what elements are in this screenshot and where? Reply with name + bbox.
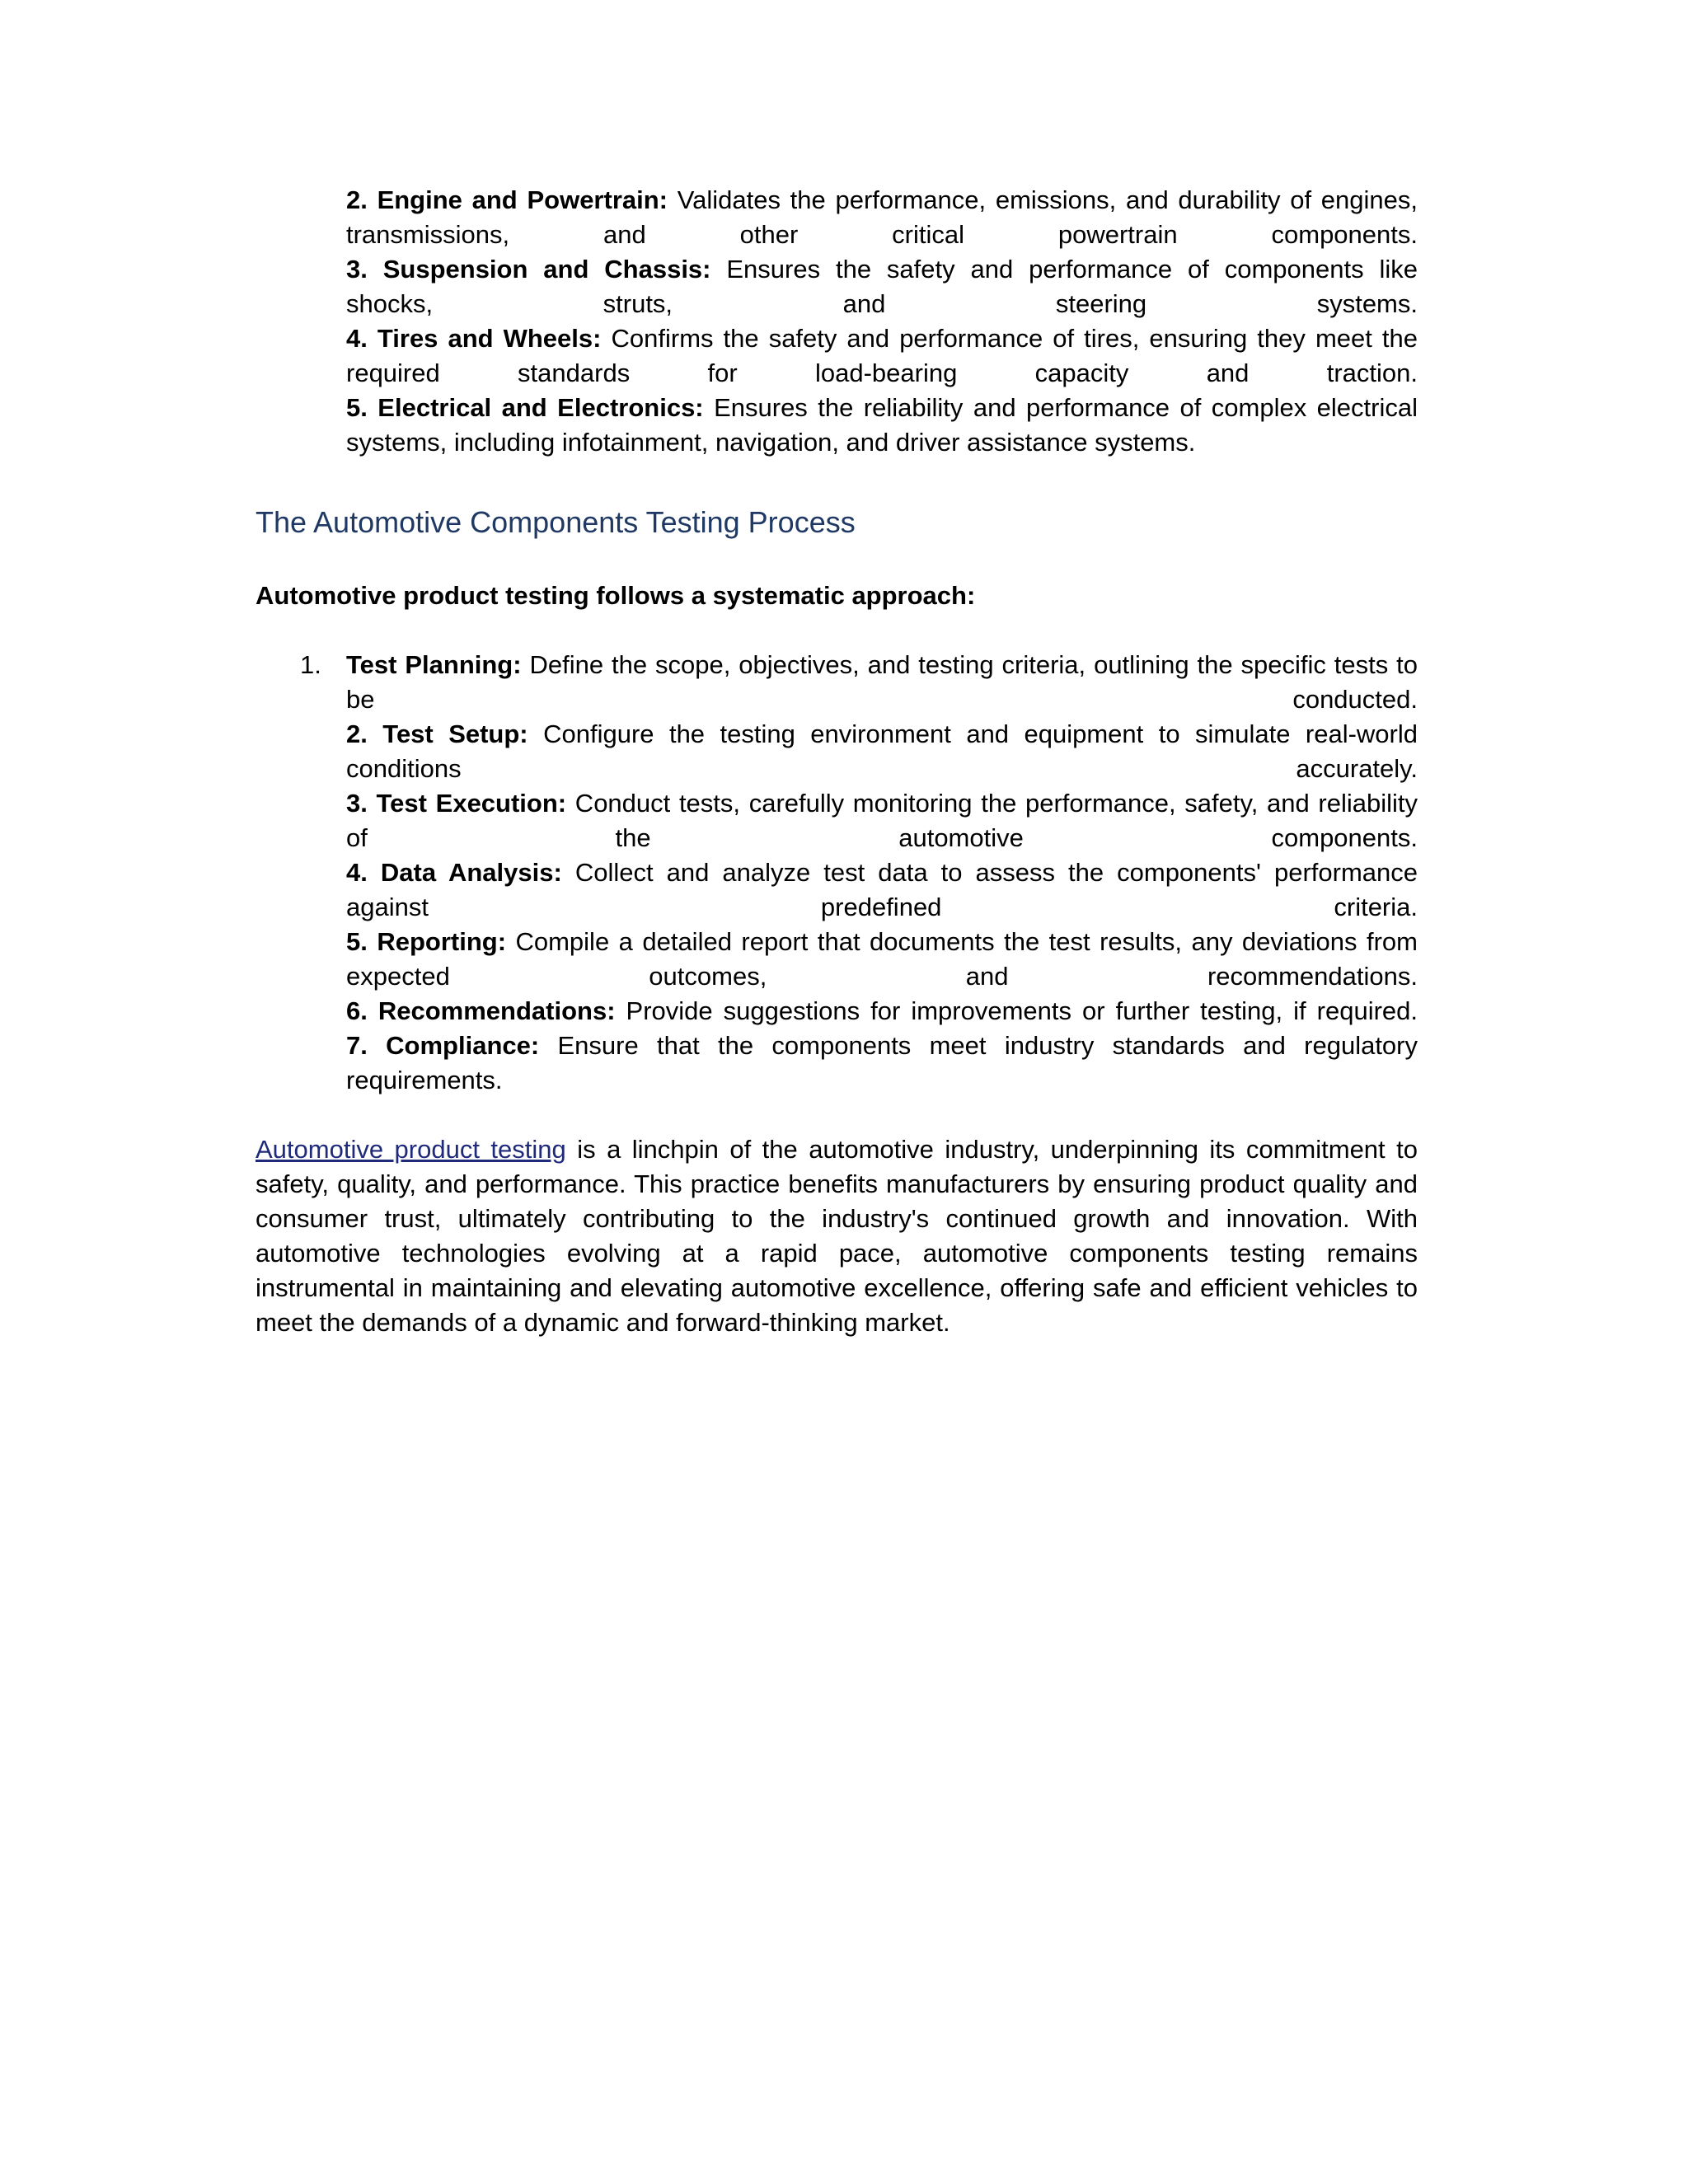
step-item-setup <box>346 717 1418 786</box>
step-item-compliance <box>346 1029 1418 1098</box>
component-item-suspension <box>346 252 1418 321</box>
step-text: Define the scope, objectives, and testing criteria, outlining the specific tests to be conducted. <box>346 650 1418 714</box>
section-heading: The Automotive Components Testing Process <box>256 505 856 539</box>
step-text: Collect and analyze test data to assess the components' performance against predefined criteria. <box>346 858 1418 921</box>
component-label: 4. Tires and Wheels: <box>346 324 602 353</box>
step-text: Compile a detailed report that documents the test results, any deviations from expected outcomes, and recommendations. <box>346 927 1418 991</box>
step-label: Test Planning: <box>346 650 522 679</box>
step-text: Ensure that the components meet industry standards and regulatory requirements. <box>346 1031 1418 1094</box>
component-text: Validates the performance, emissions, and durability of engines, transmissions, and other critical powertrain components. <box>346 185 1418 249</box>
step-label: 3. Test Execution: <box>346 789 567 818</box>
step-label: 7. Compliance: <box>346 1031 540 1060</box>
step-label: 2. Test Setup: <box>346 719 528 748</box>
component-item-engine <box>346 183 1418 252</box>
step-item-planning <box>346 648 1418 717</box>
closing-text: is a linchpin of the automotive industry, underpinning its commitment to safety, quality, and performance. This practice benefits manufacturers by ensuring product quality and consumer trust, ultimately contributing to the industry's continued growth and innovation. With automotive technologies evolving at a rapid pace, automotive components testing remains instrumental in maintaining and elevating automotive excellence, offering safe and efficient vehicles to meet the demands of a dynamic and forward-thinking market. <box>256 1135 1418 1337</box>
step-item-execution <box>346 786 1418 855</box>
component-text: Ensures the reliability and performance of complex electrical systems, including infotainment, navigation, and driver assistance systems. <box>346 393 1418 457</box>
component-label: 5. Electrical and Electronics: <box>346 393 704 422</box>
component-item-tires <box>346 321 1418 391</box>
step-text: Configure the testing environment and equipment to simulate real-world conditions accurately. <box>346 719 1418 783</box>
step-text: Provide suggestions for improvements or further testing, if required. <box>615 996 1418 1025</box>
step-label: 6. Recommendations: <box>346 996 616 1025</box>
component-item-electrical <box>346 391 1418 460</box>
step-item-analysis <box>346 855 1418 925</box>
step-text: Conduct tests, carefully monitoring the performance, safety, and reliability of the automotive components. <box>346 789 1418 852</box>
component-text: Confirms the safety and performance of tires, ensuring they meet the required standards for load-bearing capacity and traction. <box>346 324 1418 387</box>
step-item-recommendations <box>346 994 1418 1029</box>
component-text: Ensures the safety and performance of components like shocks, struts, and steering systems. <box>346 255 1418 318</box>
lead-sentence: Automotive product testing follows a systematic approach: <box>256 581 976 610</box>
step-label: 5. Reporting: <box>346 927 507 956</box>
closing-paragraph <box>256 1132 1418 1340</box>
step-label: 4. Data Analysis: <box>346 858 562 887</box>
automotive-testing-link[interactable]: Automotive product testing <box>256 1135 566 1164</box>
step-item-reporting <box>346 925 1418 994</box>
list-marker: 1. <box>300 650 321 679</box>
component-label: 3. Suspension and Chassis: <box>346 255 711 284</box>
component-label: 2. Engine and Powertrain: <box>346 185 668 214</box>
